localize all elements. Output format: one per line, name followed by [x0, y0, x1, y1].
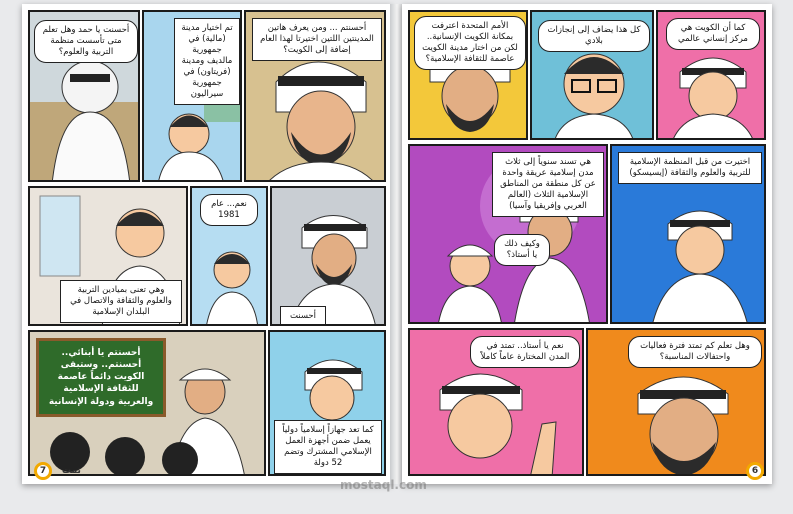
- page-number: 7: [34, 462, 52, 480]
- left-page: [22, 4, 392, 484]
- caption-box: اختيرت من قبل المنظمة الإسلامية للتربية والعلوم والثقافة (إيسيسكو): [618, 152, 762, 184]
- end-label: تمت: [62, 466, 81, 476]
- panel-teacher-question: [586, 328, 766, 476]
- watermark-text: mostaql.com: [340, 478, 427, 492]
- caption-box: أحسنت: [280, 306, 326, 326]
- panel-boy-map: [142, 10, 242, 182]
- page-number: 6: [746, 462, 764, 480]
- comic-book-spread: [22, 4, 772, 484]
- caption-box: كما تعد جهازاً إسلامياً دولياً يعمل ضمن أجهزة العمل الإسلامي المشترك وتضم 52 دولة: [274, 420, 382, 474]
- panel-teacher-portrait: [408, 10, 528, 140]
- caption-box: تم اختيار مدينة (مالية) في جمهورية مالديف ومدينة (فريتاون) في جمهورية سيراليون: [174, 18, 240, 105]
- panel-teacher-thinking: [244, 10, 386, 182]
- panel-boy-pointing: [610, 144, 766, 324]
- panel-boy-smile: [268, 330, 386, 476]
- speech-bubble: نعم... عام 1981: [200, 194, 258, 226]
- chalkboard-text: أحسنتم يا أبنائي.. أحسنتم.. وستبقى الكويت دائماً عاصمة للثقافة الإسلامية والعربية ودولة الإنسانية: [36, 338, 166, 417]
- speech-bubble: وهل تعلم كم تمتد فترة فعاليات واحتفالات المناسبة؟: [628, 336, 762, 368]
- caption-box: وهي تعنى بميادين التربية والعلوم والثقافة والاتصال في البلدان الإسلامية: [60, 280, 182, 323]
- panel-teacher-student: [408, 144, 608, 324]
- speech-bubble: نعم يا أستاذ.. تمتد في المدن المختارة عاماً كاملاً: [470, 336, 580, 368]
- panel-boy-glasses: [530, 10, 654, 140]
- panel-boy-window: [28, 186, 188, 326]
- speech-bubble: كما أن الكويت هي مركز إنساني عالمي: [666, 18, 760, 50]
- panel-teacher-approve: [270, 186, 386, 326]
- speech-bubble: كل هذا يضاف إلى إنجازات بلادي: [538, 20, 650, 52]
- caption-box: هي تسند سنوياً إلى ثلاث مدن إسلامية عريقة واحدة عن كل منطقة من المناطق الإسلامية الثلاث (العالم العربي وإفريقيا وآسيا): [492, 152, 604, 217]
- panel-boy-answer: [190, 186, 268, 326]
- speech-bubble: أحسنت يا حمد وهل تعلم متى تأسست منظمة التربية والعلوم؟: [34, 20, 138, 63]
- right-page: [402, 4, 772, 484]
- panel-boy-ghutra: [656, 10, 766, 140]
- speech-bubble: الأمم المتحدة اعترفت بمكانة الكويت الإنسانية.. لكن من اختار مدينة الكويت عاصمة للثقافة الإسلامية؟: [414, 16, 526, 70]
- panel-classroom-board: [28, 330, 266, 476]
- panel-teacher-back: [28, 10, 140, 182]
- panel-boy-excited: [408, 328, 584, 476]
- speech-bubble: وكيف ذلك يا أستاذ؟: [494, 234, 550, 266]
- caption-box: أحسنتم ... ومن يعرف هاتين المدينتين اللتين اختيرتا لهذا العام إضافة إلى الكويت؟: [252, 18, 382, 61]
